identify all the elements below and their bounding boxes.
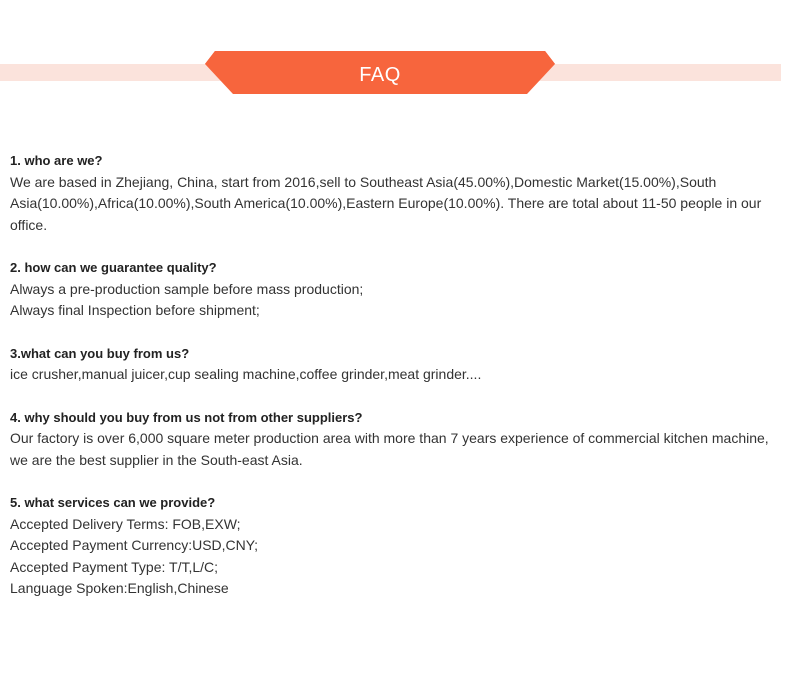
faq-question: 2. how can we guarantee quality?	[10, 260, 217, 275]
faq-answer-line: Language Spoken:English,Chinese	[10, 580, 229, 596]
faq-question: 1. who are we?	[10, 153, 103, 168]
faq-item	[10, 407, 770, 472]
faq-title: FAQ	[359, 64, 401, 86]
faq-answer-line: Accepted Payment Currency:USD,CNY;	[10, 537, 259, 553]
faq-item	[10, 257, 770, 322]
faq-list	[10, 150, 770, 621]
faq-item	[10, 492, 770, 600]
faq-question: 4. why should you buy from us not from other suppliers?	[10, 409, 363, 425]
faq-item	[10, 343, 770, 386]
faq-question: 3.what can you buy from us?	[10, 345, 190, 361]
faq-answer-line: Always a pre-production sample before mass production;	[10, 280, 364, 297]
faq-answer-line: Our factory is over 6,000 square meter production area with more than 7 years experience of commercial kitchen machine, we are the best supplier in the South-east Asia.	[10, 430, 769, 468]
faq-answer-line: Accepted Delivery Terms: FOB,EXW;	[10, 515, 241, 532]
faq-question: 5. what services can we provide?	[10, 495, 216, 510]
faq-banner	[0, 0, 790, 110]
faq-answer-line: We are based in Zhejiang, China, start from 2016,sell to Southeast Asia(45.00%),Domestic Market(15.00%),South Asia(10.00%),Africa(10.00%),South America(10.00%),Eastern Europe(10.00%). There are total about 11-50 people in our office.	[10, 173, 762, 233]
faq-answer-line: ice crusher,manual juicer,cup sealing machine,coffee grinder,meat grinder....	[10, 366, 482, 382]
faq-item	[10, 150, 770, 236]
faq-answer-line: Always final Inspection before shipment;	[10, 302, 260, 318]
faq-answer-line: Accepted Payment Type: T/T,L/C;	[10, 558, 219, 575]
